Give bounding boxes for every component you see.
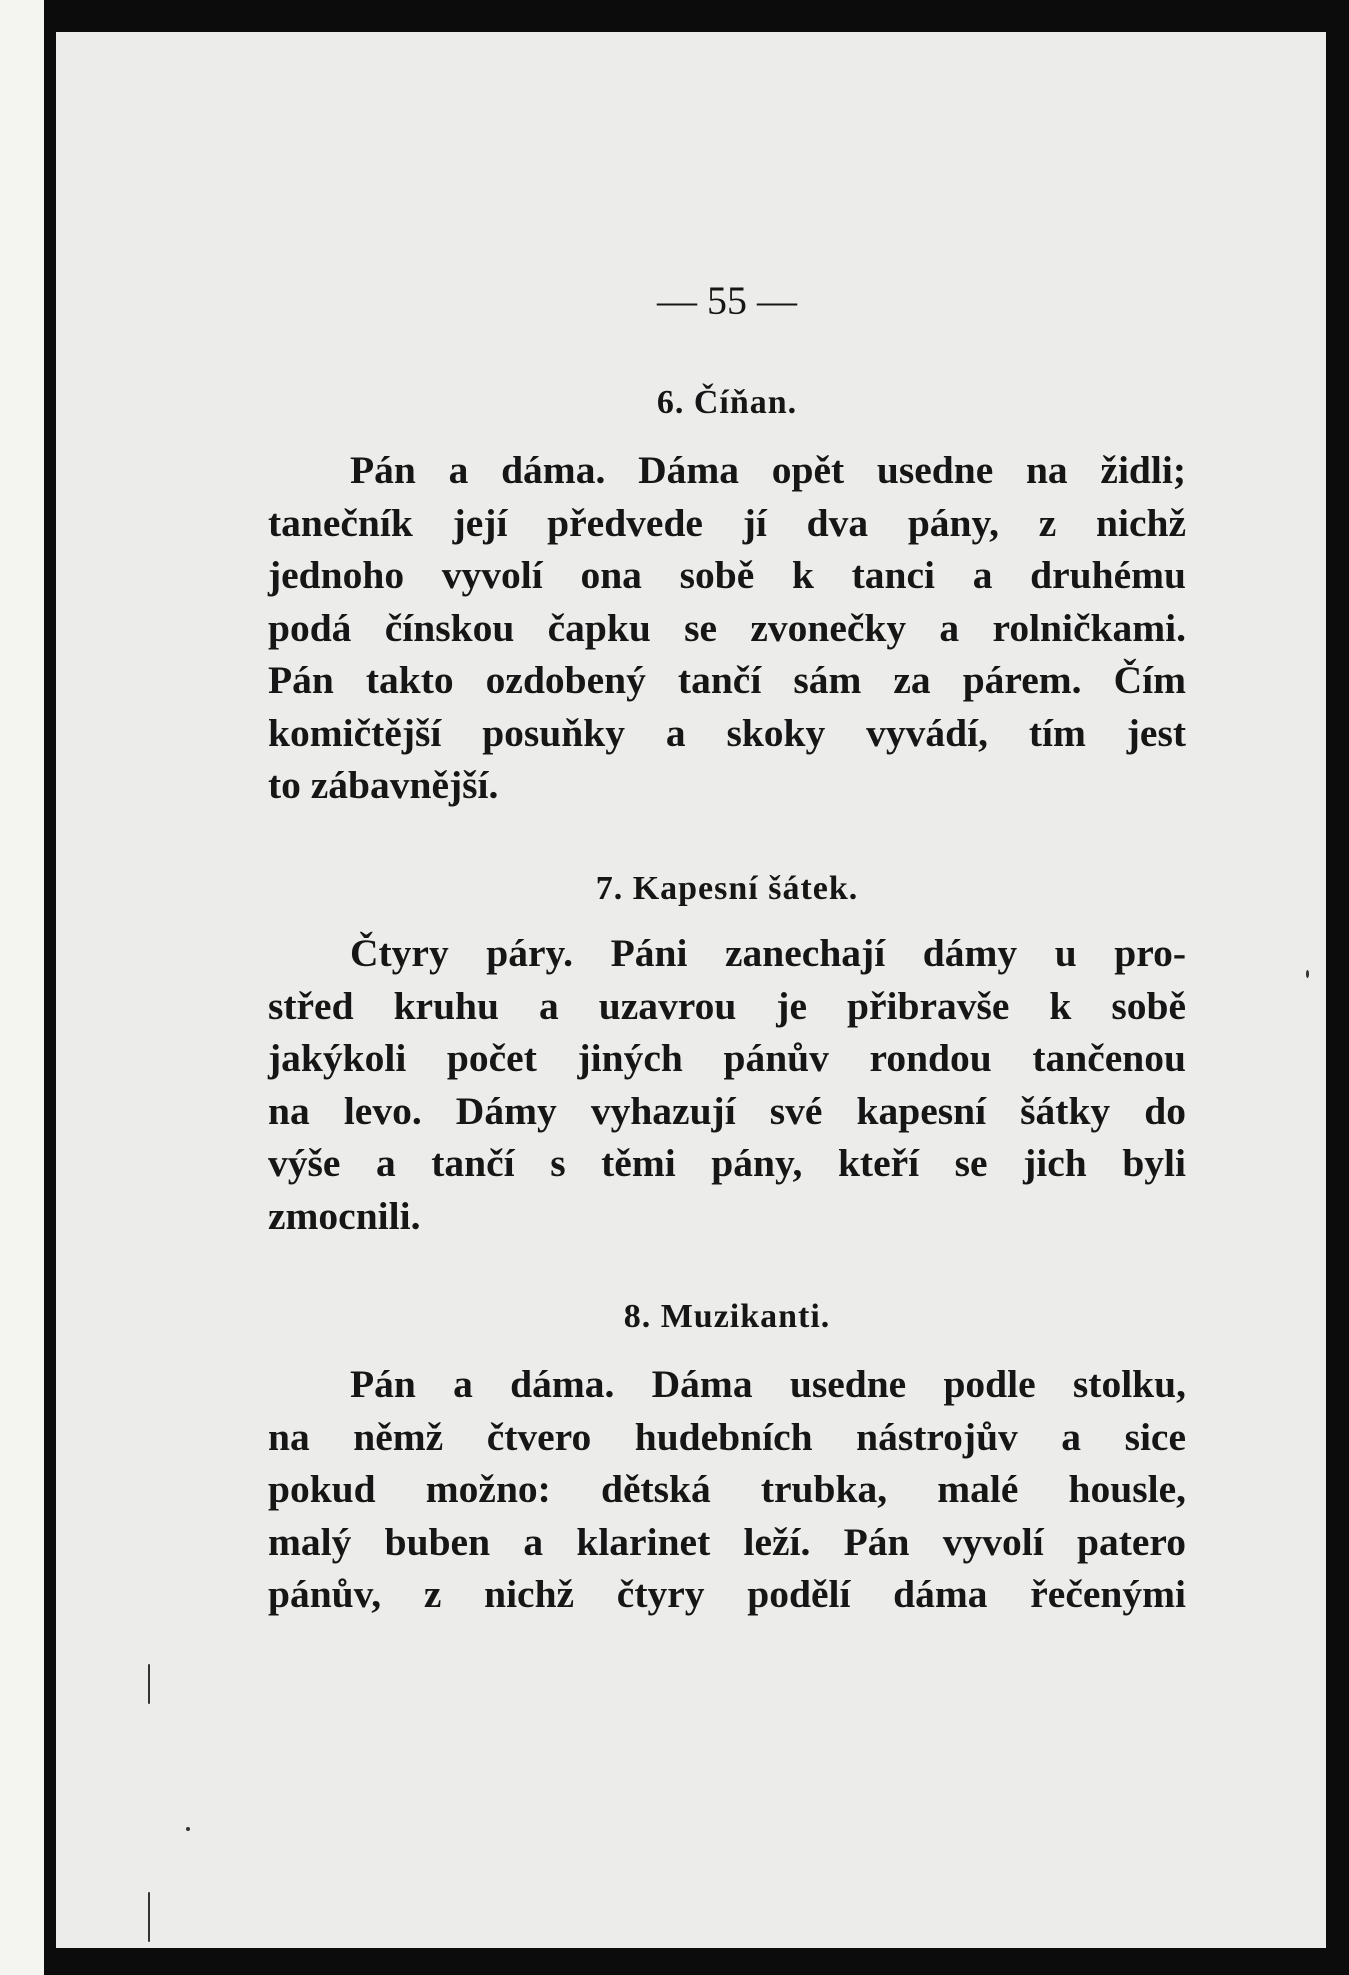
left-page-edge [0, 0, 44, 1975]
section-heading-8: 8. Muzikanti. [623, 1298, 831, 1335]
section-paragraph-6 [268, 444, 1186, 812]
scan-speck [148, 1664, 150, 1704]
text-line: Pán a dáma. Dáma usedne podle stolku, [350, 1362, 1186, 1406]
section-heading-7: 7. Kapesní šátek. [595, 870, 859, 907]
text-line: malý buben a klarinet leží. Pán vyvolí patero [268, 1519, 1186, 1564]
text-line: Pán a dáma. Dáma opět usedne na židli; [350, 448, 1186, 492]
text-line: pokud možno: dětská trubka, malé housle, [268, 1467, 1186, 1511]
book-page [56, 32, 1326, 1948]
scan-speck [148, 1892, 150, 1942]
section-paragraph-7 [268, 927, 1186, 1242]
section-heading-6: 6. Číňan. [656, 384, 798, 421]
text-line: Čtyry páry. Páni zanechají dámy u pro- [350, 931, 1186, 975]
page-gutter [44, 0, 56, 1975]
text-line: tanečník její předvede jí dva pány, z nichž [268, 500, 1186, 545]
text-line: na němž čtvero hudebních nástrojův a sice [268, 1414, 1186, 1459]
text-line: zmocnili. [268, 1193, 421, 1238]
page-number: — 55 — [657, 278, 797, 323]
text-line: to zábavnější. [268, 763, 499, 807]
text-line: výše a tančí s těmi pány, kteří se jich byli [268, 1141, 1186, 1185]
text-line: Pán takto ozdobený tančí sám za párem. Čím [268, 658, 1186, 702]
text-line: jednoho vyvolí ona sobě k tanci a druhému [268, 553, 1186, 597]
text-line: komičtější posuňky a skoky vyvádí, tím jest [268, 710, 1186, 755]
scan-speck [1306, 970, 1309, 978]
section-paragraph-8 [268, 1358, 1186, 1621]
text-line: jakýkoli počet jiných pánův rondou tančenou [268, 1036, 1186, 1080]
scan-speck [186, 1827, 190, 1831]
text-line: střed kruhu a uzavrou je přibravše k sobě [268, 983, 1186, 1028]
text-line: podá čínskou čapku se zvonečky a rolničkami. [268, 605, 1186, 650]
text-line: pánův, z nichž čtyry podělí dáma řečenými [268, 1572, 1186, 1616]
text-line: na levo. Dámy vyhazují své kapesní šátky do [268, 1088, 1186, 1133]
